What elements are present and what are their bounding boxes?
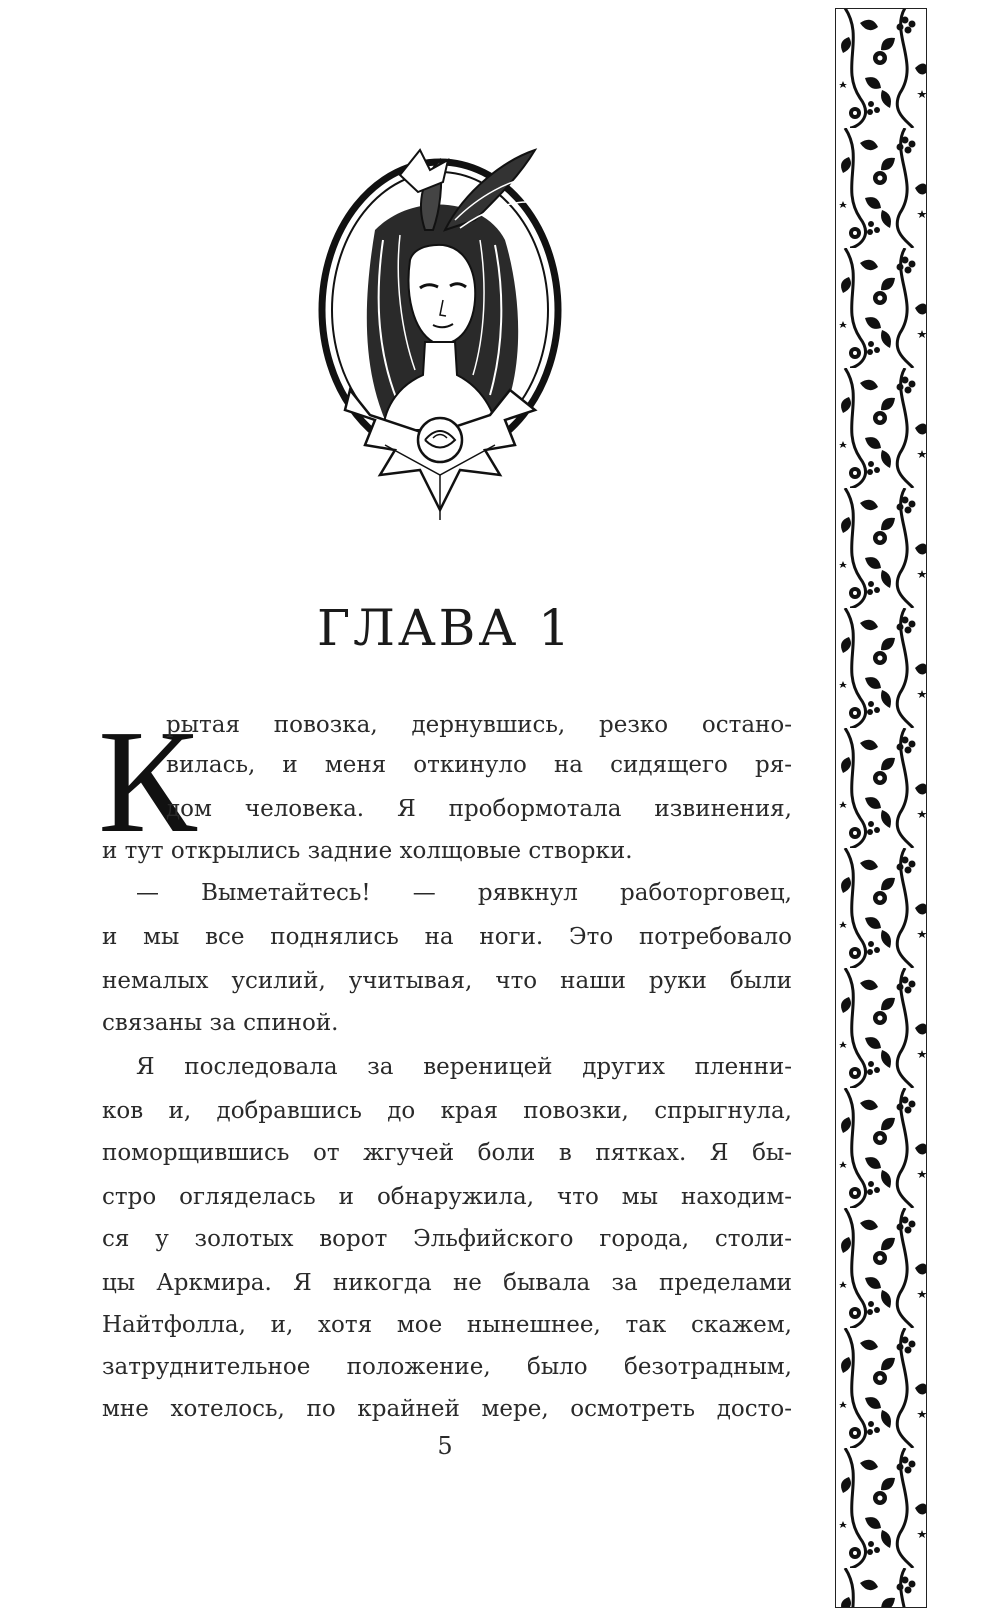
text-line: связаны за спиной. xyxy=(102,1010,339,1036)
body-text xyxy=(102,704,792,1404)
text-line: ков и, добравшись до края повозки, спрыгнула, xyxy=(102,1098,792,1124)
text-line: Я последовала за вереницей других пленни- xyxy=(136,1054,792,1080)
text-line: цы Аркмира. Я никогда не бывала за пределами xyxy=(102,1270,792,1296)
text-line: затруднительное положение, было безотрадным, xyxy=(102,1354,792,1380)
text-line: стро огляделась и обнаружила, что мы находим- xyxy=(102,1184,792,1210)
text-line: — Выметайтесь! — рявкнул работорговец, xyxy=(136,880,792,906)
page-number: 5 xyxy=(437,1432,453,1460)
text-line: и мы все поднялись на ноги. Это потребовало xyxy=(102,924,792,950)
fairy-portrait-icon xyxy=(305,120,575,530)
text-line: ся у золотых ворот Эльфийского города, столи- xyxy=(102,1226,792,1252)
text-line: и тут открылись задние холщовые створки. xyxy=(102,838,633,864)
floral-border-icon xyxy=(835,8,927,1608)
chapter-title: ГЛАВА 1 xyxy=(316,599,573,657)
text-line: немалых усилий, учитывая, что наши руки были xyxy=(102,968,792,994)
text-line: поморщившись от жгучей боли в пятках. Я бы- xyxy=(102,1140,792,1166)
text-line: Найтфолла, и, хотя мое нынешнее, так скажем, xyxy=(102,1312,792,1338)
text-line: рытая повозка, дернувшись, резко остано- xyxy=(166,712,792,738)
body-text-tail xyxy=(102,1388,792,1432)
text-line: вилась, и меня откинуло на сидящего ря- xyxy=(166,752,792,778)
text-line: мне хотелось, по крайней мере, осмотреть досто- xyxy=(102,1396,792,1422)
drop-cap: К xyxy=(98,700,197,864)
text-line: дом человека. Я пробормотала извинения, xyxy=(166,796,792,822)
